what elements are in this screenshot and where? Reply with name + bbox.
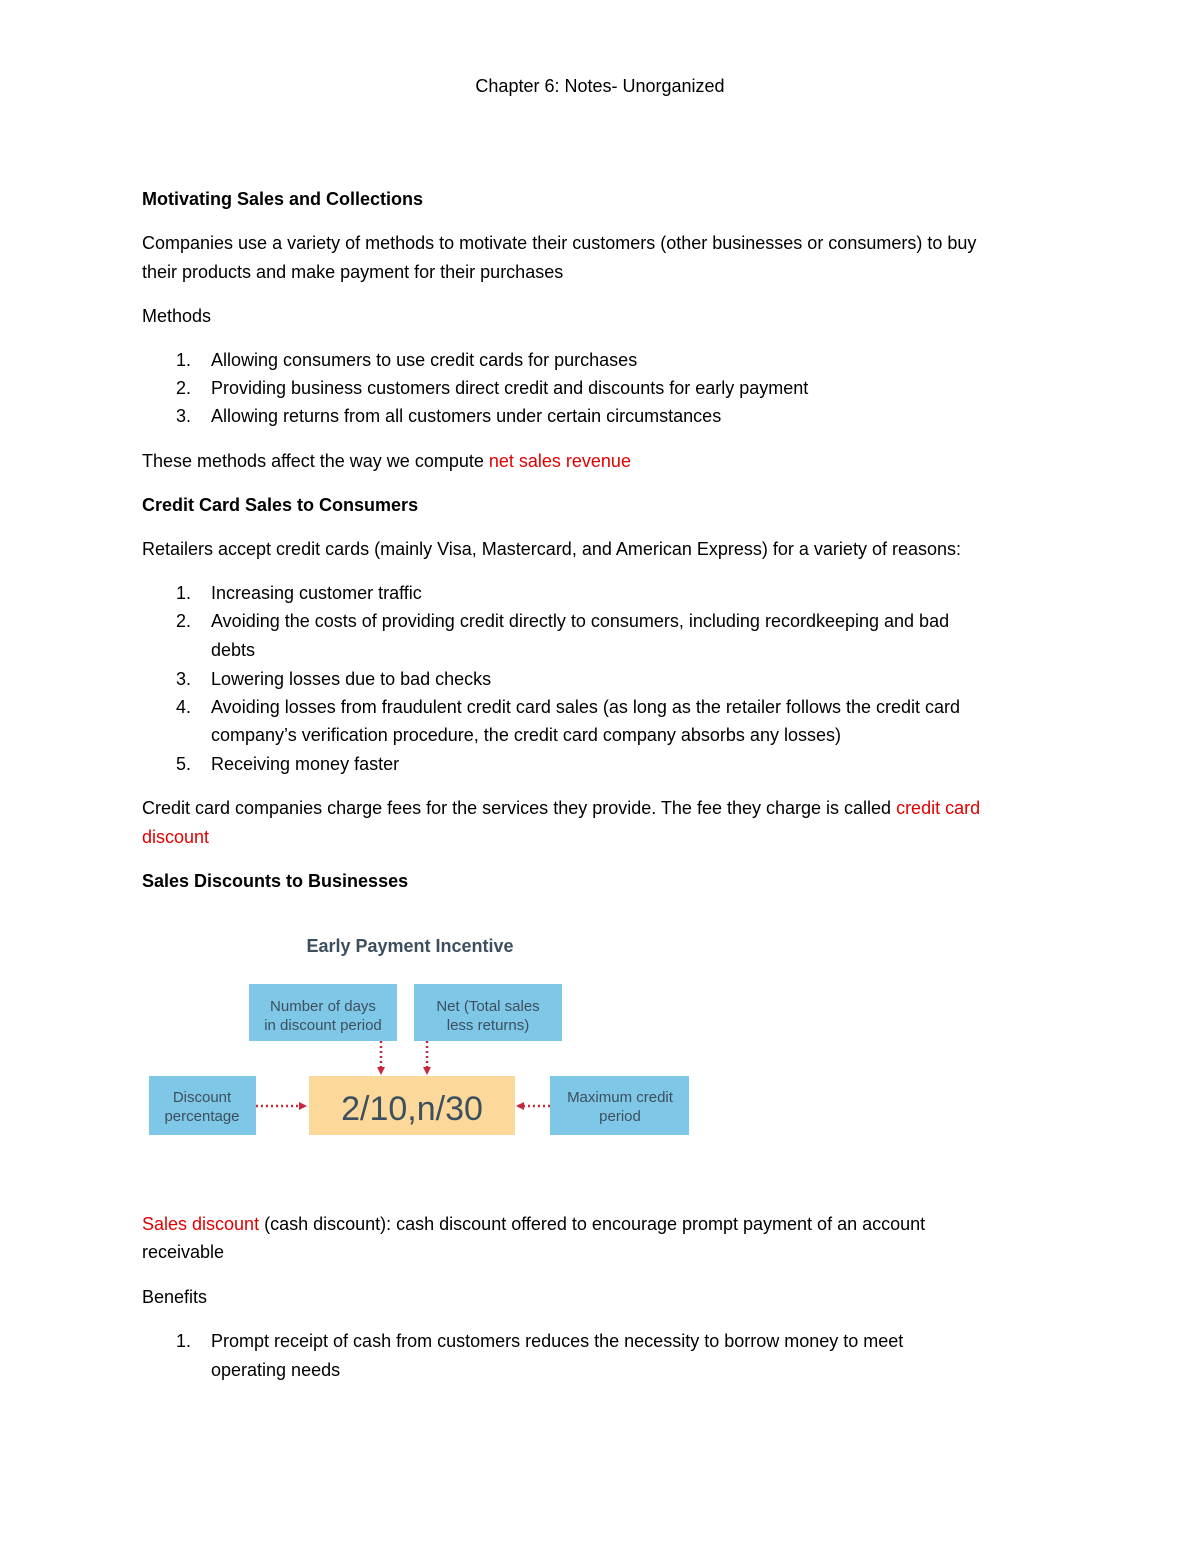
list-number: 5. (176, 754, 192, 774)
pct-label-line1: Discount (172, 1089, 232, 1106)
list-item: Avoiding the costs of providing credit directly to consumers, including recordkeeping and bad (211, 611, 950, 631)
fee-text: Credit card companies charge fees for the services they provide. The fee they charge is called (142, 798, 897, 818)
paragraph-line: their products and make payment for their purchases (142, 262, 564, 282)
list-number: 3. (176, 669, 192, 689)
highlight-discount: discount (142, 827, 210, 847)
benefits-label: Benefits (142, 1287, 208, 1307)
list-item-continuation: debts (211, 640, 256, 660)
list-item: Providing business customers direct credit and discounts for early payment (211, 378, 809, 398)
paragraph-line (142, 447, 631, 476)
list-item: Allowing returns from all customers under certain circumstances (211, 406, 722, 426)
net-label-line1: Net (Total sales (436, 998, 540, 1015)
definition-text: (cash discount): cash discount offered to encourage prompt payment of an account (259, 1214, 926, 1234)
list-number: 1. (176, 1331, 192, 1351)
list-item-continuation: company’s verification procedure, the credit card company absorbs any losses) (211, 725, 841, 745)
list-number: 2. (176, 378, 192, 398)
list-number: 1. (176, 350, 192, 370)
net-label-line2: less returns) (446, 1017, 530, 1034)
early-payment-diagram (140, 920, 700, 1150)
section-heading-sales-discounts: Sales Discounts to Businesses (142, 871, 409, 891)
list-item: Prompt receipt of cash from customers reduces the necessity to borrow money to meet (211, 1331, 904, 1351)
discount-terms: 2/10,n/30 (341, 1090, 483, 1128)
highlight-sales-discount: Sales discount (142, 1214, 260, 1234)
list-number: 3. (176, 406, 192, 426)
highlight-net-sales-revenue: net sales revenue (488, 451, 631, 471)
list-item: Avoiding losses from fraudulent credit card sales (as long as the retailer follows the credit card (211, 697, 961, 717)
list-number: 2. (176, 611, 192, 631)
methods-label: Methods (142, 306, 212, 326)
days-label-line1: Number of days (270, 998, 376, 1015)
section-heading-motivating-sales: Motivating Sales and Collections (142, 189, 424, 209)
list-item: Allowing consumers to use credit cards for purchases (211, 350, 638, 370)
list-number: 1. (176, 583, 192, 603)
effect-text: These methods affect the way we compute (142, 451, 489, 471)
diagram-title: Early Payment Incentive (306, 936, 514, 956)
days-label-line2: in discount period (264, 1017, 382, 1034)
list-item: Lowering losses due to bad checks (211, 669, 492, 689)
paragraph-line (142, 1210, 925, 1239)
pct-label-line2: percentage (164, 1108, 240, 1125)
max-label-line1: Maximum credit (567, 1089, 673, 1106)
paragraph-line: receivable (142, 1242, 225, 1262)
list-number: 4. (176, 697, 192, 717)
document-title: Chapter 6: Notes- Unorganized (475, 76, 725, 96)
paragraph-line (142, 794, 980, 823)
list-item: Receiving money faster (211, 754, 400, 774)
list-item-continuation: operating needs (211, 1360, 341, 1380)
paragraph-line: Companies use a variety of methods to motivate their customers (other businesses or consumers) to buy (142, 233, 977, 253)
list-item: Increasing customer traffic (211, 583, 422, 603)
highlight-credit-card: credit card (896, 798, 981, 818)
section-heading-credit-card-sales: Credit Card Sales to Consumers (142, 495, 419, 515)
paragraph-line: Retailers accept credit cards (mainly Visa, Mastercard, and American Express) for a variety of reasons: (142, 539, 961, 559)
max-label-line2: period (599, 1108, 641, 1125)
